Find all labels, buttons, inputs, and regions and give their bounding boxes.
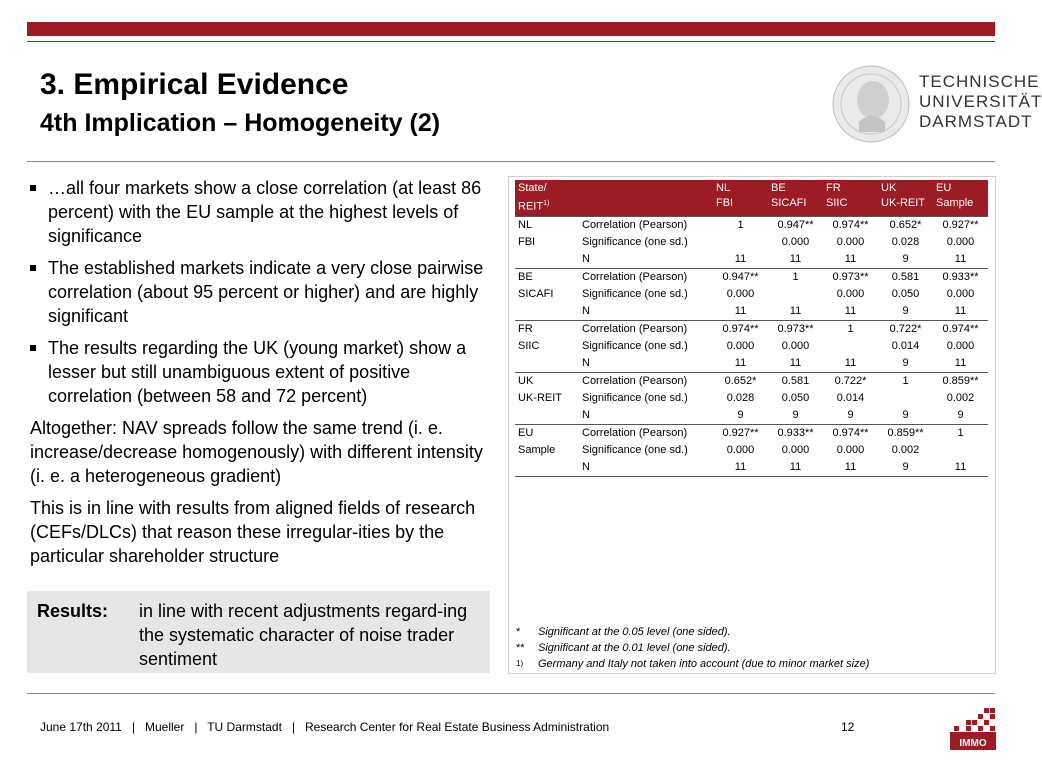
value-cell: 0.973** bbox=[768, 320, 823, 338]
value-cell: 11 bbox=[768, 459, 823, 477]
value-cell: 0.927** bbox=[933, 216, 988, 234]
header-state-line1: State/ bbox=[518, 182, 547, 194]
value-cell: 0.000 bbox=[836, 287, 865, 300]
value-cell: 0.927** bbox=[713, 424, 768, 442]
immo-logo bbox=[950, 706, 996, 750]
page-number: 12 bbox=[841, 720, 855, 734]
table-row bbox=[515, 424, 988, 442]
table-row bbox=[515, 407, 988, 425]
value-cell bbox=[768, 286, 823, 303]
bullet-marker bbox=[30, 265, 36, 271]
state-cell bbox=[515, 407, 579, 425]
value-cell: 0.000 bbox=[946, 339, 975, 352]
state-cell: SICAFI bbox=[518, 287, 554, 300]
value-cell: 0.933** bbox=[933, 268, 988, 286]
header-state-cell bbox=[515, 180, 579, 216]
bullet-text: The established markets indicate a very close pairwise correlation (about 95 percent or higher) and are highly significant bbox=[48, 258, 484, 326]
value-cell: 11 bbox=[954, 304, 967, 317]
metric-label: Significance (one sd.) bbox=[582, 235, 688, 248]
header-col bbox=[768, 180, 823, 216]
table-row bbox=[515, 286, 988, 303]
value-cell: 0.722* bbox=[878, 320, 933, 338]
state-cell: FBI bbox=[518, 235, 536, 248]
value-cell: 0.000 bbox=[726, 443, 755, 456]
results-box bbox=[27, 591, 490, 673]
state-cell: Sample bbox=[518, 443, 556, 456]
footnote-text: Significant at the 0.05 level (one sided). bbox=[538, 626, 731, 638]
state-cell: UK-REIT bbox=[518, 391, 562, 404]
metric-label: Significance (one sd.) bbox=[582, 287, 688, 300]
value-cell bbox=[878, 390, 933, 407]
value-cell: 0.947** bbox=[768, 216, 823, 234]
logo-line: TECHNISCHE bbox=[919, 72, 1040, 91]
state-cell: UK bbox=[515, 372, 579, 390]
value-cell: 0.000 bbox=[781, 339, 810, 352]
header-bar bbox=[27, 22, 995, 36]
value-cell: 0.974** bbox=[933, 320, 988, 338]
state-cell: SIIC bbox=[518, 339, 540, 352]
value-cell: 11 bbox=[734, 356, 747, 369]
value-cell: 0.050 bbox=[891, 287, 920, 300]
footnote-text: Significant at the 0.01 level (one sided). bbox=[538, 642, 731, 654]
header-state-footnote: 1) bbox=[543, 200, 550, 207]
header-col-line1: UK bbox=[881, 182, 897, 194]
logo-line: DARMSTADT bbox=[919, 112, 1033, 131]
table-header-row bbox=[515, 180, 988, 216]
metric-label: Correlation (Pearson) bbox=[579, 268, 713, 286]
state-cell: BE bbox=[515, 268, 579, 286]
state-cell: EU bbox=[515, 424, 579, 442]
table-row bbox=[515, 303, 988, 321]
bullet-item bbox=[30, 176, 490, 248]
state-cell bbox=[515, 251, 579, 269]
metric-label: Significance (one sd.) bbox=[582, 391, 688, 404]
state-cell: NL bbox=[515, 216, 579, 234]
seal-icon bbox=[829, 62, 913, 146]
value-cell: 9 bbox=[902, 408, 909, 421]
value-cell: 0.933** bbox=[768, 424, 823, 442]
value-cell: 1 bbox=[768, 268, 823, 286]
value-cell: 9 bbox=[902, 252, 909, 265]
header-state-line2: REIT bbox=[518, 200, 544, 213]
value-cell: 11 bbox=[844, 356, 857, 369]
value-cell: 0.000 bbox=[836, 443, 865, 456]
footer-text: June 17th 2011 | Mueller | TU Darmstadt | Research Center for Real Estate Business Administration bbox=[40, 720, 610, 734]
metric-label: N bbox=[579, 459, 713, 477]
bullet-list bbox=[30, 176, 490, 576]
value-cell bbox=[933, 442, 988, 459]
header-col-line1: FR bbox=[826, 182, 841, 194]
footnote-mark: * bbox=[516, 626, 521, 638]
value-cell: 9 bbox=[902, 356, 909, 369]
value-cell: 0.002 bbox=[891, 443, 920, 456]
content-top-divider bbox=[27, 161, 995, 162]
value-cell: 9 bbox=[902, 304, 909, 317]
footnote bbox=[516, 624, 869, 640]
value-cell: 11 bbox=[844, 252, 857, 265]
value-cell: 11 bbox=[789, 304, 802, 317]
header-col-line1: NL bbox=[716, 182, 731, 194]
value-cell: 0.014 bbox=[836, 391, 865, 404]
value-cell: 0.974** bbox=[823, 216, 878, 234]
value-cell: 11 bbox=[789, 356, 802, 369]
value-cell: 0.002 bbox=[946, 391, 975, 404]
table-footnotes bbox=[516, 624, 869, 672]
slide-title: 3. Empirical Evidence bbox=[40, 68, 349, 101]
immo-logo-text: IMMO bbox=[959, 738, 987, 749]
value-cell: 0.974** bbox=[713, 320, 768, 338]
value-cell: 11 bbox=[734, 304, 747, 317]
table-row bbox=[515, 459, 988, 477]
value-cell: 0.947** bbox=[713, 268, 768, 286]
value-cell: 11 bbox=[734, 252, 747, 265]
header-col-line2: UK-REIT bbox=[881, 197, 925, 209]
header-col-line1: BE bbox=[771, 182, 786, 194]
header-col-line2: SICAFI bbox=[771, 197, 807, 209]
value-cell: 11 bbox=[823, 459, 878, 477]
value-cell: 0.000 bbox=[726, 339, 755, 352]
value-cell: 0.722* bbox=[823, 372, 878, 390]
value-cell: 1 bbox=[823, 320, 878, 338]
table-row bbox=[515, 251, 988, 269]
value-cell: 0.000 bbox=[781, 443, 810, 456]
value-cell: 0.581 bbox=[878, 268, 933, 286]
results-label: Results: bbox=[37, 601, 109, 621]
value-cell: 0.652* bbox=[878, 216, 933, 234]
metric-label: Correlation (Pearson) bbox=[579, 320, 713, 338]
value-cell bbox=[823, 338, 878, 355]
footnote-text: Germany and Italy not taken into account (due to minor market size) bbox=[538, 658, 870, 670]
value-cell: 1 bbox=[933, 424, 988, 442]
university-logo bbox=[829, 62, 1042, 146]
metric-label: N bbox=[582, 356, 590, 369]
state-cell bbox=[515, 459, 579, 477]
bullet-marker bbox=[30, 185, 36, 191]
value-cell: 0.974** bbox=[823, 424, 878, 442]
value-cell: 0.652* bbox=[713, 372, 768, 390]
header-col-line2: SIIC bbox=[826, 197, 848, 209]
metric-label: N bbox=[582, 408, 590, 421]
value-cell bbox=[713, 234, 768, 251]
value-cell: 11 bbox=[789, 252, 802, 265]
slide-subtitle: 4th Implication – Homogeneity (2) bbox=[40, 109, 441, 137]
footnote-mark: 1) bbox=[516, 659, 524, 668]
header-col bbox=[823, 180, 878, 216]
metric-label: Correlation (Pearson) bbox=[579, 216, 713, 234]
table-row bbox=[515, 372, 988, 390]
logo-line: UNIVERSITÄT bbox=[919, 92, 1042, 111]
value-cell: 0.859** bbox=[878, 424, 933, 442]
header-metric-cell bbox=[579, 180, 713, 216]
table-row bbox=[515, 320, 988, 338]
value-cell: 9 bbox=[737, 408, 744, 421]
value-cell: 9 bbox=[792, 408, 799, 421]
bullet-text: …all four markets show a close correlation (at least 86 percent) with the EU sample at the highest levels of significance bbox=[48, 178, 482, 246]
header-col-line1: EU bbox=[936, 182, 952, 194]
value-cell: 0.859** bbox=[933, 372, 988, 390]
table-row bbox=[515, 338, 988, 355]
bullet-item bbox=[30, 256, 490, 328]
state-cell bbox=[515, 303, 579, 321]
table-row bbox=[515, 234, 988, 251]
value-cell: 1 bbox=[713, 216, 768, 234]
value-cell: 11 bbox=[933, 459, 988, 477]
value-cell: 0.028 bbox=[726, 391, 755, 404]
value-cell: 9 bbox=[957, 408, 964, 421]
footer-divider bbox=[27, 693, 995, 694]
footnote-mark: ** bbox=[516, 642, 525, 654]
table-row bbox=[515, 216, 988, 234]
header-col bbox=[713, 180, 768, 216]
research-paragraph: This is in line with results from aligned fields of research (CEFs/DLCs) that reason these irregular-ities by the particular shareholder structure bbox=[30, 498, 476, 566]
logo-text bbox=[919, 72, 1042, 132]
bullet-item bbox=[30, 336, 490, 408]
table-row bbox=[515, 390, 988, 407]
table-row bbox=[515, 268, 988, 286]
bullet-text: The results regarding the UK (young market) show a lesser but still unambiguous extent of positive correlation (between 58 and 72 percent) bbox=[48, 338, 467, 406]
value-cell: 9 bbox=[847, 408, 854, 421]
value-cell: 0.000 bbox=[726, 287, 755, 300]
state-cell: FR bbox=[515, 320, 579, 338]
value-cell: 11 bbox=[954, 252, 967, 265]
correlation-table-panel bbox=[508, 176, 996, 674]
value-cell: 9 bbox=[878, 459, 933, 477]
table-row bbox=[515, 355, 988, 373]
correlation-table bbox=[515, 180, 988, 477]
header-col-line2: FBI bbox=[716, 197, 734, 209]
header-rule bbox=[27, 41, 995, 42]
value-cell: 0.000 bbox=[946, 287, 975, 300]
value-cell: 0.028 bbox=[891, 235, 920, 248]
correlation-table-body bbox=[515, 216, 988, 476]
metric-label: Significance (one sd.) bbox=[582, 443, 688, 456]
value-cell: 1 bbox=[878, 372, 933, 390]
results-text: in line with recent adjustments regard-ing the systematic character of noise trader sentiment bbox=[139, 601, 468, 669]
value-cell: 0.014 bbox=[891, 339, 920, 352]
summary-paragraph: Altogether: NAV spreads follow the same trend (i. e. increase/decrease homogenously) with different intensity (i. e. a heterogeneous gradient) bbox=[30, 418, 483, 486]
table-row bbox=[515, 442, 988, 459]
value-cell: 0.000 bbox=[946, 235, 975, 248]
metric-label: N bbox=[582, 304, 590, 317]
header-col-line2: Sample bbox=[936, 197, 974, 209]
metric-label: Significance (one sd.) bbox=[582, 339, 688, 352]
metric-label: Correlation (Pearson) bbox=[579, 424, 713, 442]
value-cell: 0.000 bbox=[781, 235, 810, 248]
value-cell: 11 bbox=[954, 356, 967, 369]
header-col bbox=[933, 180, 988, 216]
header-col bbox=[878, 180, 933, 216]
metric-label: Correlation (Pearson) bbox=[579, 372, 713, 390]
state-cell bbox=[515, 355, 579, 373]
value-cell: 0.581 bbox=[768, 372, 823, 390]
value-cell: 0.000 bbox=[836, 235, 865, 248]
value-cell: 0.050 bbox=[781, 391, 810, 404]
value-cell: 11 bbox=[713, 459, 768, 477]
value-cell: 11 bbox=[844, 304, 857, 317]
bullet-marker bbox=[30, 345, 36, 351]
value-cell: 0.973** bbox=[823, 268, 878, 286]
metric-label: N bbox=[582, 252, 590, 265]
footnote bbox=[516, 640, 869, 656]
footnote bbox=[516, 656, 869, 672]
